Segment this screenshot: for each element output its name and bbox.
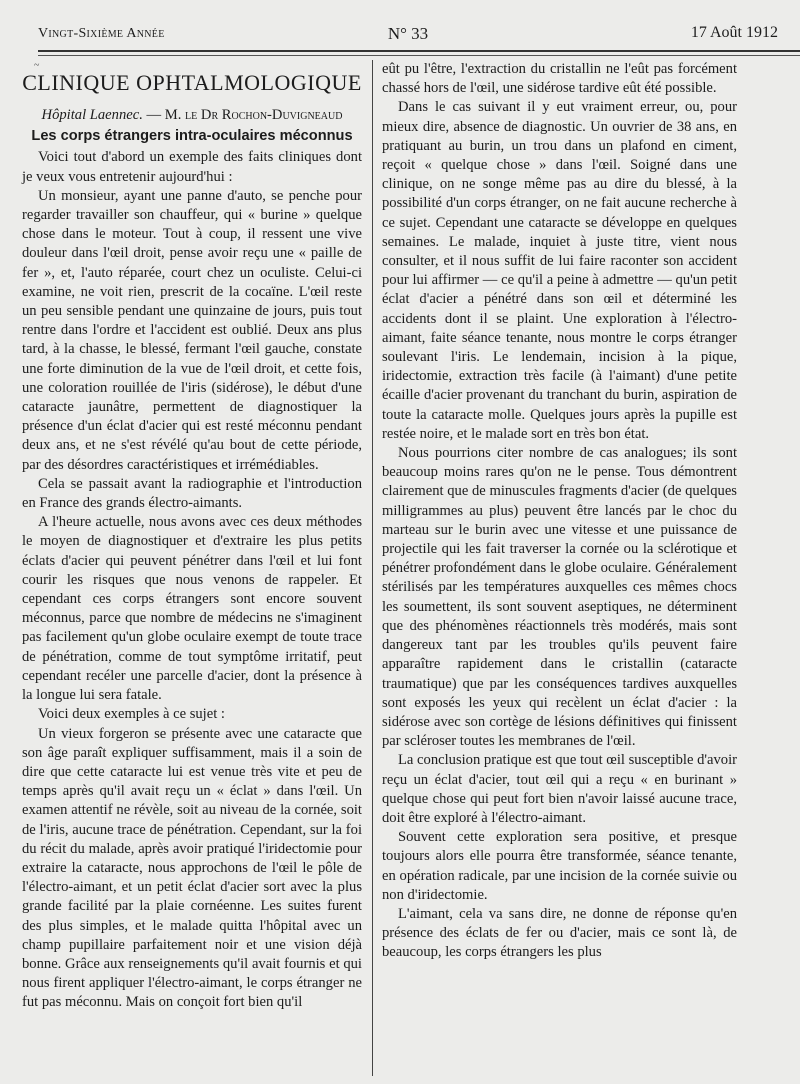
paragraph: A l'heure actuelle, nous avons avec ces deux méthodes le moyen de diagnostiquer et d'extraire les plus petits éclats d'acier qui peuvent pénétrer dans l'œil et lui font courir les risques que nous venons de rappeler. Et cependant ces corps étrangers sont encore souvent méconnus, parce que nombre de médecins ne s'imaginent pas facilement qu'un globe oculaire exempt de toute trace de pénétration, comme de tout symptôme irritatif, peut cependant recéler une parcelle d'acier, dont la présence à la longue lui sera fatale.: [22, 514, 362, 704]
paragraph: Un vieux forgeron se présente avec une cataracte que son âge paraît expliquer suffisamment, mais il a soin de dire que cette cataracte lui est venue très vite et peu de temps après qu'il avait reçu un « éclat » dans l'œil. Un examen attentif ne révèle, soit au niveau de la cornée, soit de l'iris, aucune trace de pénétration. Cependant, sur la foi du récit du malade, après avoir pratiqué l'iridectomie pour extraire la cataracte, nous approchons de l'œil le pôle de l'électro-aimant, et un petit éclat d'acier sort avec la plus grande facilité par la plaie cornéenne. Les suites furent des plus simples, et le malade quitta l'hôpital avec un champ pupillaire parfaitement noir et une vision déjà bonne. Grâce aux renseignements qu'il avait fournis et qui nous firent appliquer l'électro-aimant, le corps étranger ne fut pas méconnu. Mais on conçoit fort bien qu'il: [22, 725, 362, 1011]
page-header: [38, 22, 778, 46]
article-title: Les corps étrangers intra-oculaires méconnus: [31, 128, 353, 145]
paragraph: eût pu l'être, l'extraction du cristallin ne l'eût pas forcément chassé hors de l'œil, une sidérose tardive eût été possible.: [382, 61, 737, 97]
paragraph: Voici tout d'abord un exemple des faits cliniques dont je veux vous entretenir aujourd'hui :: [22, 149, 362, 185]
ornament-icon: ~: [34, 60, 40, 71]
header-rule: [38, 50, 800, 52]
paragraph: Dans le cas suivant il y eut vraiment erreur, ou, pour mieux dire, absence de diagnostic. Un ouvrier de 38 ans, en pratiquant au burin, un trou dans un plafond en ciment, reçoit « quelque chose » dans l'œil. Soigné dans une clinique, on ne songe même pas au dire du blessé, à la possibilité d'un corps étranger, on ne fait aucune recherche à ce sujet. Cependant une cataracte se développe en quelques semaines. Le malade, inquiet à juste titre, vient nous consulter, et il nous suffit de lui faire raconter son accident pour lui affirmer — ce qu'il a peine à admettre — qu'un petit éclat d'acier a pénétré dans son œil et déterminé les accidents dont il se plaint. Une exploration à l'électro-aimant, faite séance tenante, nous montre le corps étranger soulevant l'iris. Le lendemain, incision à la pique, iridectomie, extraction très facile (à l'aimant) d'une petite écaille d'acier provenant du tranchant du burin, aspiration de toute la cataracte molle. Quelques jours après la pupille est restée noire, et le malade sort en très bon état.: [382, 99, 737, 442]
issue-date: 17 Août 1912: [690, 24, 778, 41]
paragraph: Cela se passait avant la radiographie et l'introduction en France des grands électro-aimants.: [22, 475, 362, 512]
paragraph: Souvent cette exploration sera positive, et presque toujours alors elle pourra être transformée, séance tenante, en opération radicale, par une incision de la cornée suivie ou non d'iridectomie.: [382, 829, 737, 903]
byline: [22, 106, 362, 125]
paragraph: La conclusion pratique est que tout œil susceptible d'avoir reçu un éclat d'acier, tout œil qui a reçu « en burinant » quelque chose qui peut fort bien n'avoir laissé aucune trace, doit être exploré à l'électro-aimant.: [382, 752, 738, 826]
column-divider: [372, 60, 373, 1076]
volume-label: Vingt-Sixième Année: [38, 26, 165, 41]
issue-number: N° 33: [387, 24, 429, 43]
byline-hospital: Hôpital Laennec.: [41, 107, 143, 123]
paragraph: Un monsieur, ayant une panne d'auto, se penche pour regarder travailler son chauffeur, qui « burine » quelque chose dans le moteur. Tout à coup, il ressent une vive douleur dans l'œil droit, pense avoir reçu une « paille de fer », et, l'auto réparée, court chez un oculiste. Celui-ci examine, ne voit rien, prescrit de la cocaïne. L'œil reste un peu sensible pendant une quinzaine de jours, puis tout rentre dans l'ordre et l'accident est oublié. Deux ans plus tard, à la chasse, le blessé, fermant l'œil gauche, constate une forte diminution de la vue de l'œil droit, et cette fois, une coloration rouillée de l'iris (sidérose), le début d'une cataracte jaunâtre, permettent de diagnostiquer la présence d'un éclat d'acier qui est resté méconnu pendant deux ans, et ne s'est révélé qu'au bout de cette période, par des désordres caractéristiques et irrémédiables.: [22, 187, 362, 473]
paragraph: Voici deux exemples à ce sujet :: [38, 706, 225, 723]
byline-author: — M. le Dr Rochon-Duvigneaud: [146, 107, 343, 123]
paragraph: Nous pourrions citer nombre de cas analogues; ils sont beaucoup moins rares qu'on ne le pense. Tous démontrent clairement que de minuscules fragments d'acier (de quelques milligrammes au plus) peuvent être lancés par le choc du marteau sur le burin avec une vitesse et une puissance de projectile qui les fait traverser la cornée ou la sclérotique et pénétrer profondément dans le globe oculaire. Généralement stérilisés par les températures auxquelles ces mêmes chocs les soumettent, ils sont souvent aseptiques, ne déterminent que des phénomènes réactionnels très modérés, mais sont dangereux tant par les troubles qu'ils peuvent faire apparaître rapidement dans le cristallin (cataracte traumatique) que par les conséquences tardives auxquelles sont exposés les yeux qui recèlent un éclat d'acier : la sidérose avec son cortège de lésions définitives qui finissent par scléroser toutes les membranes de l'œil.: [382, 445, 737, 750]
paragraph: L'aimant, cela va sans dire, ne donne de réponse qu'en présence des éclats de fer ou d'acier, mais ce sont là, de beaucoup, les corps étrangers les plus: [382, 905, 737, 961]
left-column: [22, 60, 362, 1013]
right-column: [382, 60, 737, 963]
header-rule-thin: [38, 55, 800, 56]
section-title: CLINIQUE OPHTALMOLOGIQUE: [22, 70, 362, 95]
